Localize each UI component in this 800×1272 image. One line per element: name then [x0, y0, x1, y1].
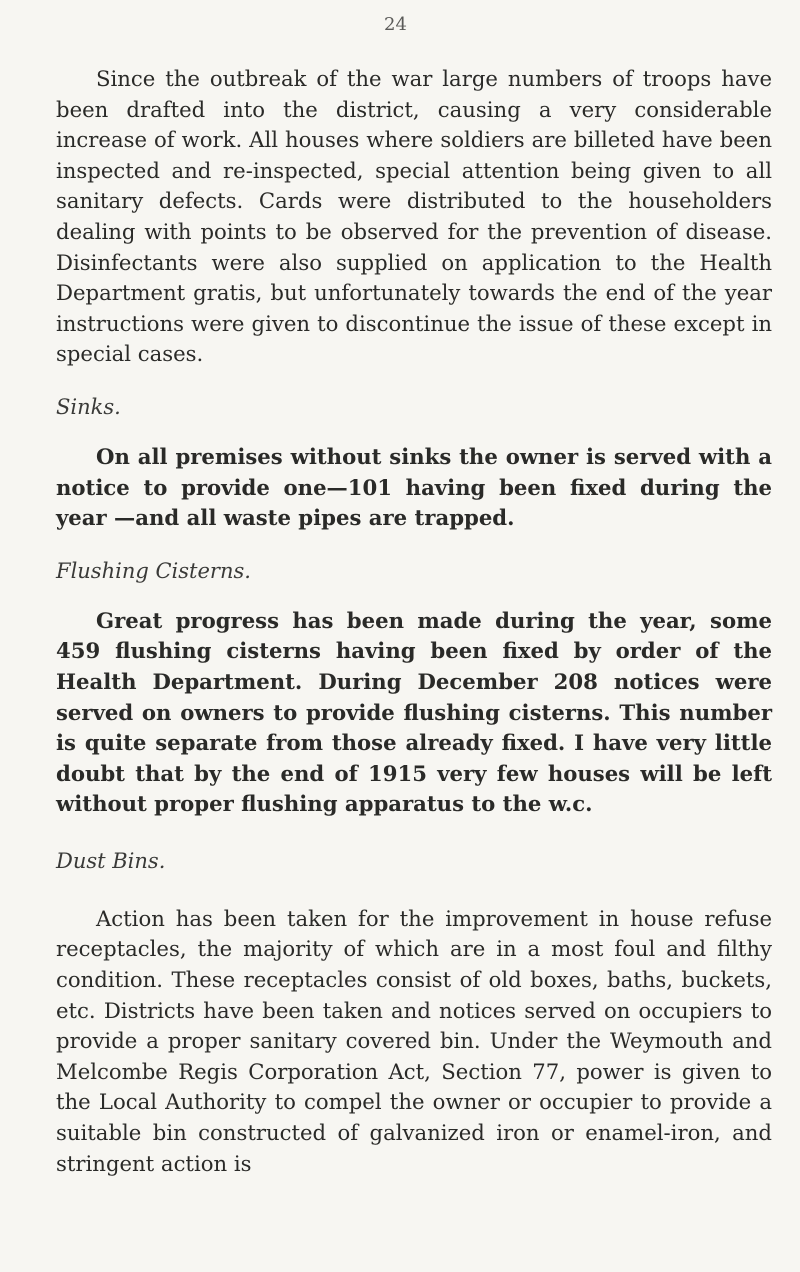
troops-paragraph: Since the outbreak of the war large numbers of troops have been drafted into the district, causing a very considerable increase of work. All houses where soldiers are billeted have been inspected and re-inspected, special attention being given to all sanitary defects. Cards were distributed to the householders dealing with points to be observed for the prevention of disease. Disinfectants were also supplied on application to the Health Department gratis, but unfortunately towards the end of the year instructions were given to discontinue the issue of these except in special cases. [56, 66, 772, 367]
flushing-cisterns-heading: Flushing Cisterns. [56, 558, 251, 583]
dust-bins-paragraph: Action has been taken for the improvement in house refuse receptacles, the majority of which are in a most foul and filthy condition. These receptacles consist of old boxes, baths, buckets, etc. Districts have been taken and notices served on occupiers to provide a proper sanitary covered bin. Under the Weymouth and Melcombe Regis Corporation Act, Section 77, power is given to the Local Authority to compel the owner or occupier to provide a suitable bin constructed of galvanized iron or enamel-iron, and stringent action is [56, 905, 772, 1176]
page-body [56, 64, 772, 1179]
page-number: 24 [384, 14, 407, 35]
sinks-paragraph: On all premises without sinks the owner is served with a notice to provide one—101 having been fixed during the year —and all waste pipes are trapped. [56, 443, 772, 531]
sinks-heading: Sinks. [56, 394, 121, 419]
flushing-cisterns-paragraph: Great progress has been made during the year, some 459 flushing cisterns having been fixed by order of the Health Department. During December 208 notices were served on owners to provide flushing cisterns. This number is quite separate from those already fixed. I have very little doubt that by the end of 1915 very few houses will be left without proper flushing apparatus to the w.c. [56, 607, 772, 817]
dust-bins-heading: Dust Bins. [56, 848, 166, 873]
